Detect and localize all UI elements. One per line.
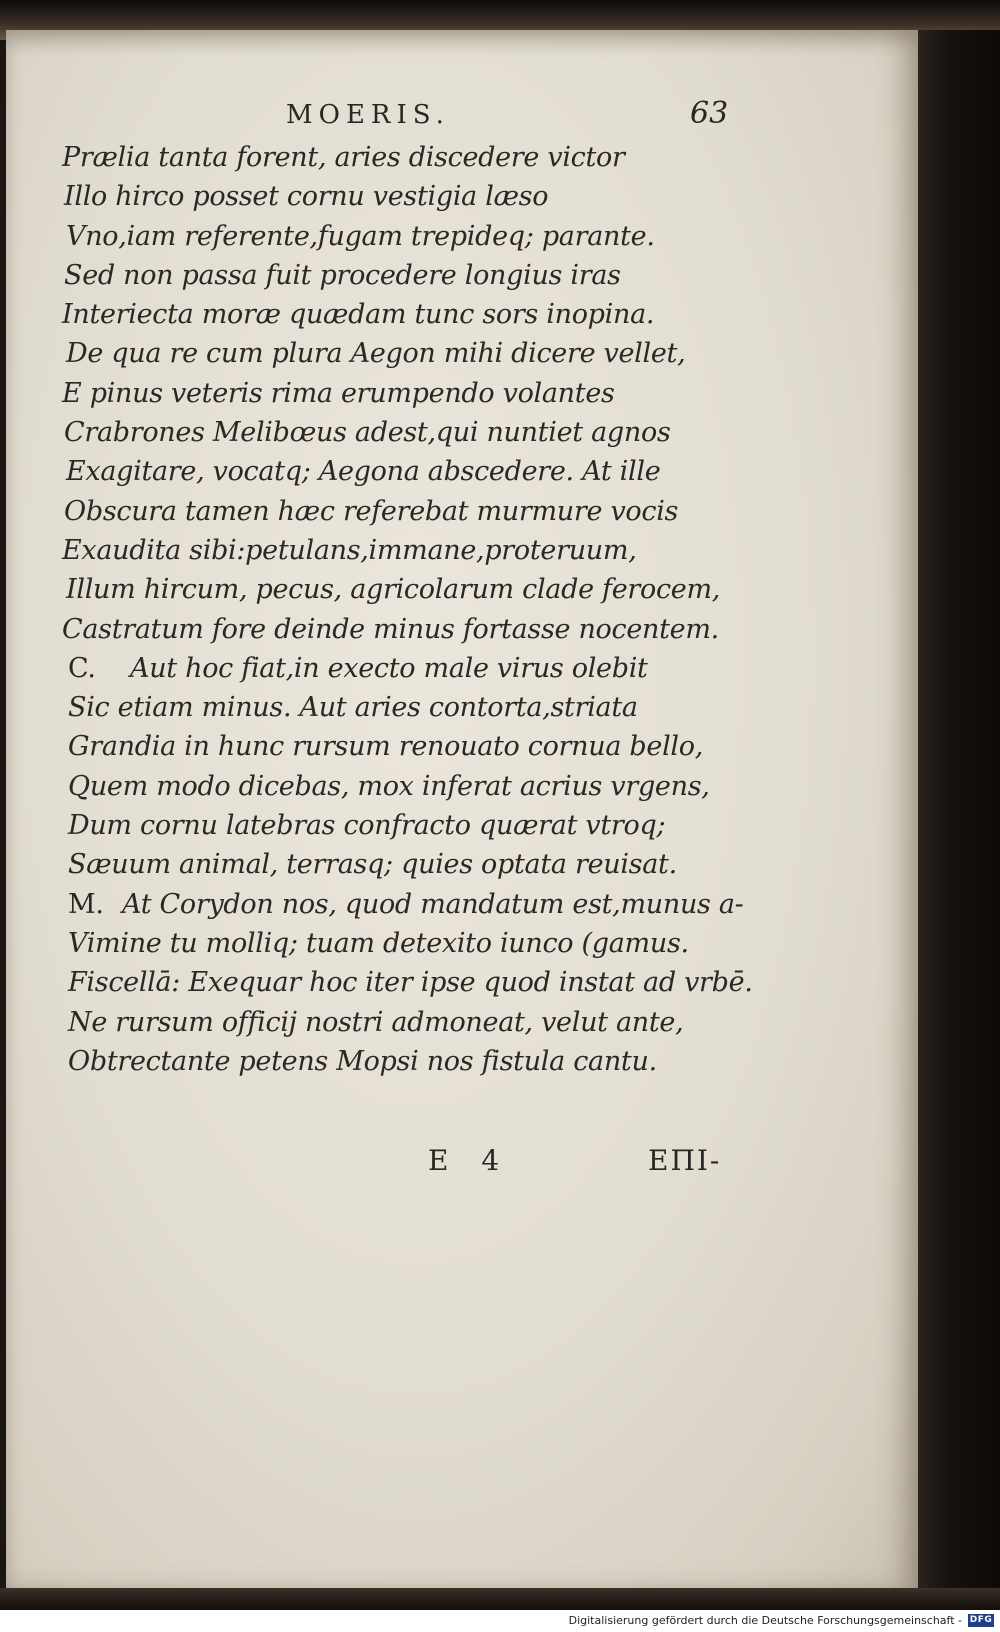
- verse-line-text: At Corydon nos, quod mandatum est,munus a-: [122, 888, 744, 920]
- verse-line: [62, 649, 762, 688]
- dfg-logo: DFG: [969, 1615, 993, 1625]
- verse-line: Obtrectante petens Mopsi nos fistula cantu.: [68, 1045, 657, 1077]
- page-number: 63: [690, 96, 729, 131]
- verse-line: [62, 885, 762, 924]
- scan-bottom-edge: [0, 1588, 1000, 1610]
- signature-mark: E 4: [428, 1144, 512, 1177]
- verse-line: Sæuum animal, terrasq; quies optata reuisat.: [68, 849, 677, 881]
- verse-text: [62, 138, 762, 1081]
- verse-line: Fiscellā: Exequar hoc iter ipse quod instat ad vrbē.: [68, 967, 753, 999]
- verse-line: Dum cornu latebras confracto quærat vtroq;: [68, 810, 666, 842]
- verse-line: Grandia in hunc rursum renouato cornua bello,: [68, 731, 703, 763]
- verse-line: Ne rursum officij nostri admoneat, velut ante,: [68, 1006, 684, 1038]
- verse-line: Vno,iam referente,fugam trepideq; parante.: [66, 220, 655, 252]
- running-head: MOERIS.: [286, 100, 450, 130]
- digitization-footer: [0, 1610, 1000, 1632]
- verse-line-text: Aut hoc fiat,in execto male virus olebit: [130, 652, 648, 684]
- verse-line: Exagitare, vocatq; Aegona abscedere. At ille: [66, 456, 661, 488]
- speaker-label: C.: [68, 652, 96, 684]
- verse-line: Quem modo dicebas, mox inferat acrius vrgens,: [68, 770, 710, 802]
- verse-line: Obscura tamen hæc referebat murmure vocis: [64, 495, 679, 527]
- verse-line: Castratum fore deinde minus fortasse nocentem.: [62, 613, 719, 645]
- scan-right-edge: [918, 30, 1000, 1610]
- verse-line: De qua re cum plura Aegon mihi dicere vellet,: [66, 338, 686, 370]
- verse-line: Illum hircum, pecus, agricolarum clade ferocem,: [66, 574, 721, 606]
- verse-line: Sed non passa fuit procedere longius iras: [64, 259, 621, 291]
- footer-credit: Digitalisierung gefördert durch die Deutsche Forschungsgemeinschaft -: [568, 1614, 962, 1627]
- verse-line: Interiecta moræ quædam tunc sors inopina.: [62, 299, 655, 331]
- speaker-label: M.: [68, 888, 104, 920]
- verse-line: Crabrones Melibœus adest,qui nuntiet agnos: [64, 417, 671, 449]
- verse-line: Prælia tanta forent, aries discedere victor: [62, 142, 625, 173]
- verse-line: Illo hirco posset cornu vestigia læso: [64, 181, 549, 213]
- verse-line: E pinus veteris rima erumpendo volantes: [62, 377, 615, 409]
- verse-line: Sic etiam minus. Aut aries contorta,striata: [68, 692, 638, 724]
- catchword: EΠI-: [648, 1144, 722, 1177]
- verse-line: Exaudita sibi:petulans,immane,proteruum,: [62, 534, 637, 566]
- verse-line: Vimine tu molliq; tuam detexito iunco (gamus.: [68, 927, 689, 959]
